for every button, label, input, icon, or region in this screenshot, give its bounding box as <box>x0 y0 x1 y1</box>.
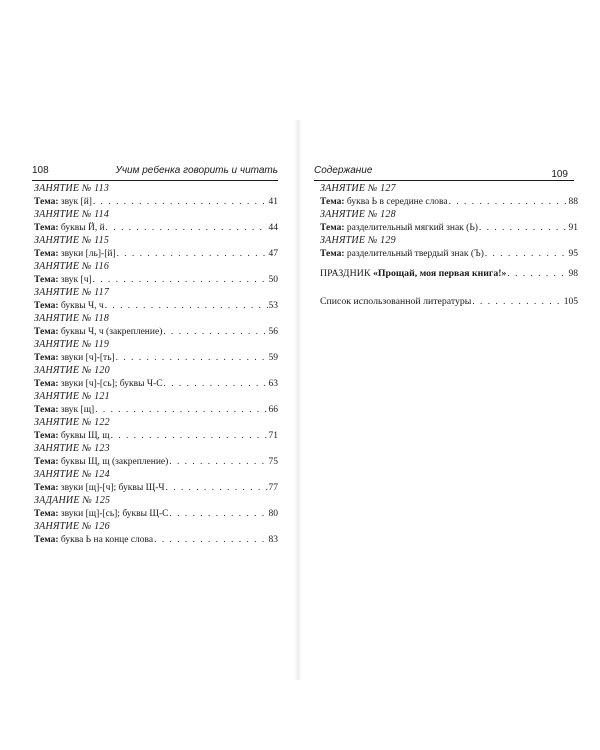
toc-dot-leader <box>507 267 567 280</box>
toc-topic-line <box>34 325 278 339</box>
toc-dot-leader <box>485 247 568 260</box>
toc-topic-line <box>34 403 278 417</box>
toc-references-line <box>320 295 578 309</box>
toc-dot-leader <box>116 351 268 364</box>
toc-lesson-label: ЗАНЯТИЕ № 120 <box>34 365 110 376</box>
toc-holiday-page: 98 <box>568 269 578 279</box>
toc-page-number: 77 <box>268 483 278 493</box>
toc-page-number: 91 <box>568 223 578 233</box>
toc-page-number: 95 <box>568 249 578 259</box>
toc-topic-line <box>34 481 278 495</box>
toc-lesson-label: ЗАНЯТИЕ № 115 <box>34 235 110 246</box>
toc-page-number: 59 <box>268 353 278 363</box>
toc-topic-prefix: Тема: <box>34 379 59 389</box>
toc-topic-prefix: Тема: <box>34 509 59 519</box>
toc-dot-leader <box>105 299 268 312</box>
toc-dot-leader <box>111 429 268 442</box>
toc-lesson-label: ЗАНЯТИЕ № 118 <box>34 313 110 324</box>
toc-topic-text: звук [й] <box>60 197 92 207</box>
toc-page-number: 63 <box>268 379 278 389</box>
toc-entry[interactable] <box>34 209 278 235</box>
right-page <box>300 0 600 750</box>
right-header-rule <box>314 180 574 181</box>
toc-lesson-label: ЗАНЯТИЕ № 117 <box>34 287 110 298</box>
toc-topic-text: звуки [ч]-[ть] <box>60 353 115 363</box>
toc-lesson-label: ЗАНЯТИЕ № 116 <box>34 261 110 272</box>
toc-topic-line <box>320 195 578 209</box>
toc-page-number: 50 <box>268 275 278 285</box>
toc-dot-leader <box>166 481 268 494</box>
left-running-title: Учим ребенка говорить и читать <box>115 165 278 176</box>
toc-entry[interactable] <box>34 469 278 495</box>
toc-topic-prefix: Тема: <box>320 249 345 259</box>
toc-topic-text: буква Ь в середине слова <box>346 197 448 207</box>
toc-topic-text: звуки [ч]-[сь]; буквы Ч-С <box>60 379 163 389</box>
toc-lesson-label: ЗАНЯТИЕ № 123 <box>34 443 110 454</box>
toc-holiday-prefix: ПРАЗДНИК <box>320 268 371 279</box>
toc-entry[interactable] <box>34 521 278 547</box>
toc-topic-prefix: Тема: <box>320 223 345 233</box>
toc-dot-leader <box>164 377 268 390</box>
toc-page-number: 83 <box>268 535 278 545</box>
toc-entry[interactable] <box>34 183 278 209</box>
toc-lesson-label: ЗАНЯТИЕ № 124 <box>34 469 110 480</box>
left-header-rule <box>32 180 278 181</box>
toc-dot-leader <box>479 221 568 234</box>
toc-lesson-label: ЗАНЯТИЕ № 113 <box>34 183 110 194</box>
toc-entry[interactable] <box>34 365 278 391</box>
toc-entry[interactable] <box>320 235 578 261</box>
toc-dot-leader <box>93 273 268 286</box>
toc-topic-prefix: Тема: <box>34 405 59 415</box>
toc-topic-line <box>34 221 278 235</box>
toc-topic-prefix: Тема: <box>34 353 59 363</box>
toc-topic-prefix: Тема: <box>320 197 345 207</box>
toc-topic-line <box>34 195 278 209</box>
toc-topic-text: буквы Щ, щ <box>60 431 110 441</box>
toc-entry[interactable] <box>34 417 278 443</box>
toc-topic-text: разделительный твердый знак (Ъ) <box>346 249 484 259</box>
toc-page-number: 53 <box>268 301 278 311</box>
toc-lesson-label: ЗАНЯТИЕ № 129 <box>320 235 396 246</box>
toc-topic-prefix: Тема: <box>34 223 59 233</box>
toc-lesson-label: ЗАНЯТИЕ № 122 <box>34 417 110 428</box>
toc-topic-prefix: Тема: <box>34 457 59 467</box>
toc-topic-line <box>34 507 278 521</box>
toc-topic-line <box>34 377 278 391</box>
toc-references-entry[interactable] <box>320 295 578 317</box>
toc-topic-line <box>34 455 278 469</box>
toc-holiday-entry[interactable] <box>320 267 578 289</box>
toc-dot-leader <box>472 295 562 308</box>
toc-dot-leader <box>106 221 268 234</box>
right-page-number: 109 <box>551 169 568 180</box>
toc-topic-text: звуки [щ]-[сь]; буквы Щ-С <box>60 509 169 519</box>
toc-topic-line <box>34 273 278 287</box>
toc-lesson-label: ЗАНЯТИЕ № 121 <box>34 391 110 402</box>
toc-page-number: 41 <box>268 197 278 207</box>
toc-topic-prefix: Тема: <box>34 535 59 545</box>
toc-topic-prefix: Тема: <box>34 249 59 259</box>
toc-topic-text: буквы Ч, ч <box>60 301 104 311</box>
toc-dot-leader <box>170 507 268 520</box>
toc-entry[interactable] <box>34 339 278 365</box>
toc-topic-prefix: Тема: <box>34 431 59 441</box>
toc-topic-text: звуки [щ]-[ч]; буквы Щ-Ч <box>60 483 165 493</box>
toc-entry[interactable] <box>34 261 278 287</box>
toc-lesson-label: ЗАДАНИЕ № 125 <box>34 495 111 506</box>
toc-lesson-label: ЗАНЯТИЕ № 127 <box>320 183 396 194</box>
toc-dot-leader <box>117 247 268 260</box>
toc-page-number: 88 <box>568 197 578 207</box>
toc-topic-prefix: Тема: <box>34 327 59 337</box>
toc-lesson-label: ЗАНЯТИЕ № 126 <box>34 521 110 532</box>
left-page <box>0 0 296 750</box>
toc-topic-text: буква Ь на конце слова <box>60 535 154 545</box>
toc-topic-text: звуки [ль]-[й] <box>60 249 116 259</box>
toc-topic-line <box>320 221 578 235</box>
toc-dot-leader <box>95 403 267 416</box>
toc-entry[interactable] <box>34 235 278 261</box>
toc-holiday-title: «Прощай, моя первая книга!» <box>373 268 507 279</box>
toc-topic-text: буквы Щ, щ (закрепление) <box>60 457 169 467</box>
toc-dot-leader <box>154 533 267 546</box>
toc-references-text: Список использованной литературы <box>320 296 472 307</box>
toc-topic-text: буквы Й, й <box>60 223 105 233</box>
toc-topic-line <box>34 429 278 443</box>
toc-page-number: 47 <box>268 249 278 259</box>
toc-topic-line <box>34 351 278 365</box>
toc-lesson-label: ЗАНЯТИЕ № 119 <box>34 339 110 350</box>
toc-references-page: 105 <box>563 297 578 307</box>
toc-page-number: 80 <box>268 509 278 519</box>
toc-entry[interactable] <box>320 183 578 209</box>
toc-lesson-label: ЗАНЯТИЕ № 128 <box>320 209 396 220</box>
toc-lesson-label: ЗАНЯТИЕ № 114 <box>34 209 110 220</box>
toc-page-number: 44 <box>268 223 278 233</box>
toc-topic-prefix: Тема: <box>34 483 59 493</box>
toc-entry[interactable] <box>34 313 278 339</box>
toc-dot-leader <box>449 195 568 208</box>
toc-topic-text: разделительный мягкий знак (Ь) <box>346 223 478 233</box>
toc-page-number: 71 <box>268 431 278 441</box>
toc-topic-line <box>34 299 278 313</box>
right-running-head <box>314 164 568 178</box>
left-toc <box>34 183 278 547</box>
right-running-title: Содержание <box>314 165 373 176</box>
toc-entry[interactable] <box>34 391 278 417</box>
toc-topic-prefix: Тема: <box>34 301 59 311</box>
toc-entry[interactable] <box>34 495 278 521</box>
toc-dot-leader <box>93 195 268 208</box>
left-running-head <box>32 164 280 178</box>
toc-topic-line <box>34 247 278 261</box>
toc-dot-leader <box>169 455 267 468</box>
toc-topic-prefix: Тема: <box>34 197 59 207</box>
toc-entry[interactable] <box>34 443 278 469</box>
toc-dot-leader <box>163 325 267 338</box>
toc-entry[interactable] <box>320 209 578 235</box>
toc-entry[interactable] <box>34 287 278 313</box>
right-toc <box>320 183 578 317</box>
right-toc-entries <box>320 183 578 261</box>
toc-holiday-line <box>320 267 578 281</box>
toc-topic-line <box>34 533 278 547</box>
left-page-number: 108 <box>32 165 49 176</box>
toc-topic-text: звук [щ] <box>60 405 95 415</box>
toc-page-number: 75 <box>268 457 278 467</box>
toc-topic-prefix: Тема: <box>34 275 59 285</box>
toc-page-number: 56 <box>268 327 278 337</box>
toc-topic-line <box>320 247 578 261</box>
toc-topic-text: звук [ч] <box>60 275 92 285</box>
toc-page-number: 66 <box>268 405 278 415</box>
toc-topic-text: буквы Ч, ч (закрепление) <box>60 327 163 337</box>
